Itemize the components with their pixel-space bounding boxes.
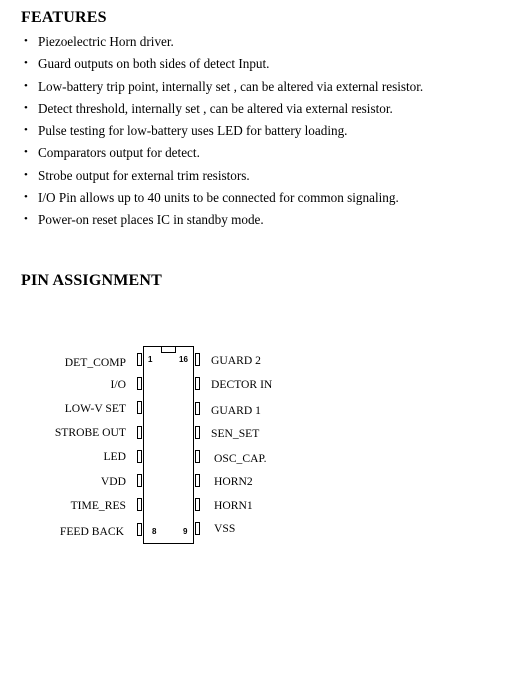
left-pin-label: LED bbox=[103, 450, 126, 463]
right-pin-label: GUARD 2 bbox=[211, 354, 261, 367]
left-pin bbox=[137, 498, 142, 511]
right-pin bbox=[195, 353, 200, 366]
feature-item bbox=[22, 122, 502, 144]
pin-assignment-heading: PIN ASSIGNMENT bbox=[21, 272, 163, 289]
feature-text: Pulse testing for low-battery uses LED for battery loading. bbox=[38, 123, 348, 139]
feature-item bbox=[22, 33, 502, 55]
pin-number-1: 1 bbox=[148, 355, 153, 364]
left-pin-label: TIME_RES bbox=[70, 499, 126, 512]
right-pin-label: GUARD 1 bbox=[211, 404, 261, 417]
feature-text: I/O Pin allows up to 40 units to be connected for common signaling. bbox=[38, 190, 399, 206]
left-pin-label: I/O bbox=[110, 378, 126, 391]
feature-item bbox=[22, 100, 502, 122]
right-pin-label: SEN_SET bbox=[211, 427, 260, 440]
left-pin bbox=[137, 353, 142, 366]
left-pin-label: VDD bbox=[100, 475, 126, 488]
right-pin-label: OSC_CAP. bbox=[214, 452, 267, 465]
right-pin bbox=[195, 426, 200, 439]
right-pin bbox=[195, 377, 200, 390]
right-pin-label: DECTOR IN bbox=[211, 378, 273, 391]
left-pin bbox=[137, 377, 142, 390]
right-pin bbox=[195, 498, 200, 511]
right-pin bbox=[195, 450, 200, 463]
right-pin bbox=[195, 402, 200, 415]
pin-number-9: 9 bbox=[183, 527, 188, 536]
feature-item bbox=[22, 144, 502, 166]
left-pin bbox=[137, 474, 142, 487]
features-heading: FEATURES bbox=[21, 9, 107, 26]
right-pin-label: HORN2 bbox=[214, 475, 253, 488]
right-pin-label: HORN1 bbox=[214, 499, 253, 512]
left-pin bbox=[137, 450, 142, 463]
bullet: • bbox=[24, 57, 28, 70]
left-pin bbox=[137, 523, 142, 536]
right-pin-label: VSS bbox=[214, 522, 236, 535]
bullet: • bbox=[24, 79, 28, 92]
left-pin bbox=[137, 401, 142, 414]
feature-text: Low-battery trip point, internally set , can be altered via external resistor. bbox=[38, 78, 424, 94]
bullet: • bbox=[24, 168, 28, 181]
feature-item bbox=[22, 167, 502, 189]
right-pin bbox=[195, 474, 200, 487]
feature-item bbox=[22, 78, 502, 100]
ic-package-body bbox=[143, 346, 194, 544]
feature-item bbox=[22, 189, 502, 211]
bullet: • bbox=[24, 146, 28, 159]
left-pin-label: LOW-V SET bbox=[64, 402, 126, 415]
bullet: • bbox=[24, 35, 28, 47]
feature-text: Piezoelectric Horn driver. bbox=[38, 34, 174, 49]
feature-item bbox=[22, 55, 502, 77]
pin-number-8: 8 bbox=[152, 527, 157, 536]
feature-text: Guard outputs on both sides of detect Input. bbox=[38, 56, 270, 72]
right-pin bbox=[195, 522, 200, 535]
feature-text: Comparators output for detect. bbox=[38, 145, 200, 161]
left-pin bbox=[137, 426, 142, 439]
bullet: • bbox=[24, 101, 28, 114]
feature-item bbox=[22, 211, 502, 233]
left-pin-label: DET_COMP bbox=[64, 356, 126, 369]
left-pin-label: FEED BACK bbox=[59, 525, 124, 538]
feature-text: Strobe output for external trim resistors. bbox=[38, 167, 250, 183]
ic-orientation-notch bbox=[161, 346, 176, 353]
features-list bbox=[22, 33, 502, 234]
bullet: • bbox=[24, 124, 28, 137]
pin-number-16: 16 bbox=[179, 355, 188, 364]
left-pin-label: STROBE OUT bbox=[54, 426, 126, 439]
bullet: • bbox=[24, 213, 28, 226]
feature-text: Detect threshold, internally set , can be altered via external resistor. bbox=[38, 100, 393, 116]
feature-text: Power-on reset places IC in standby mode. bbox=[38, 212, 264, 228]
bullet: • bbox=[24, 191, 28, 204]
